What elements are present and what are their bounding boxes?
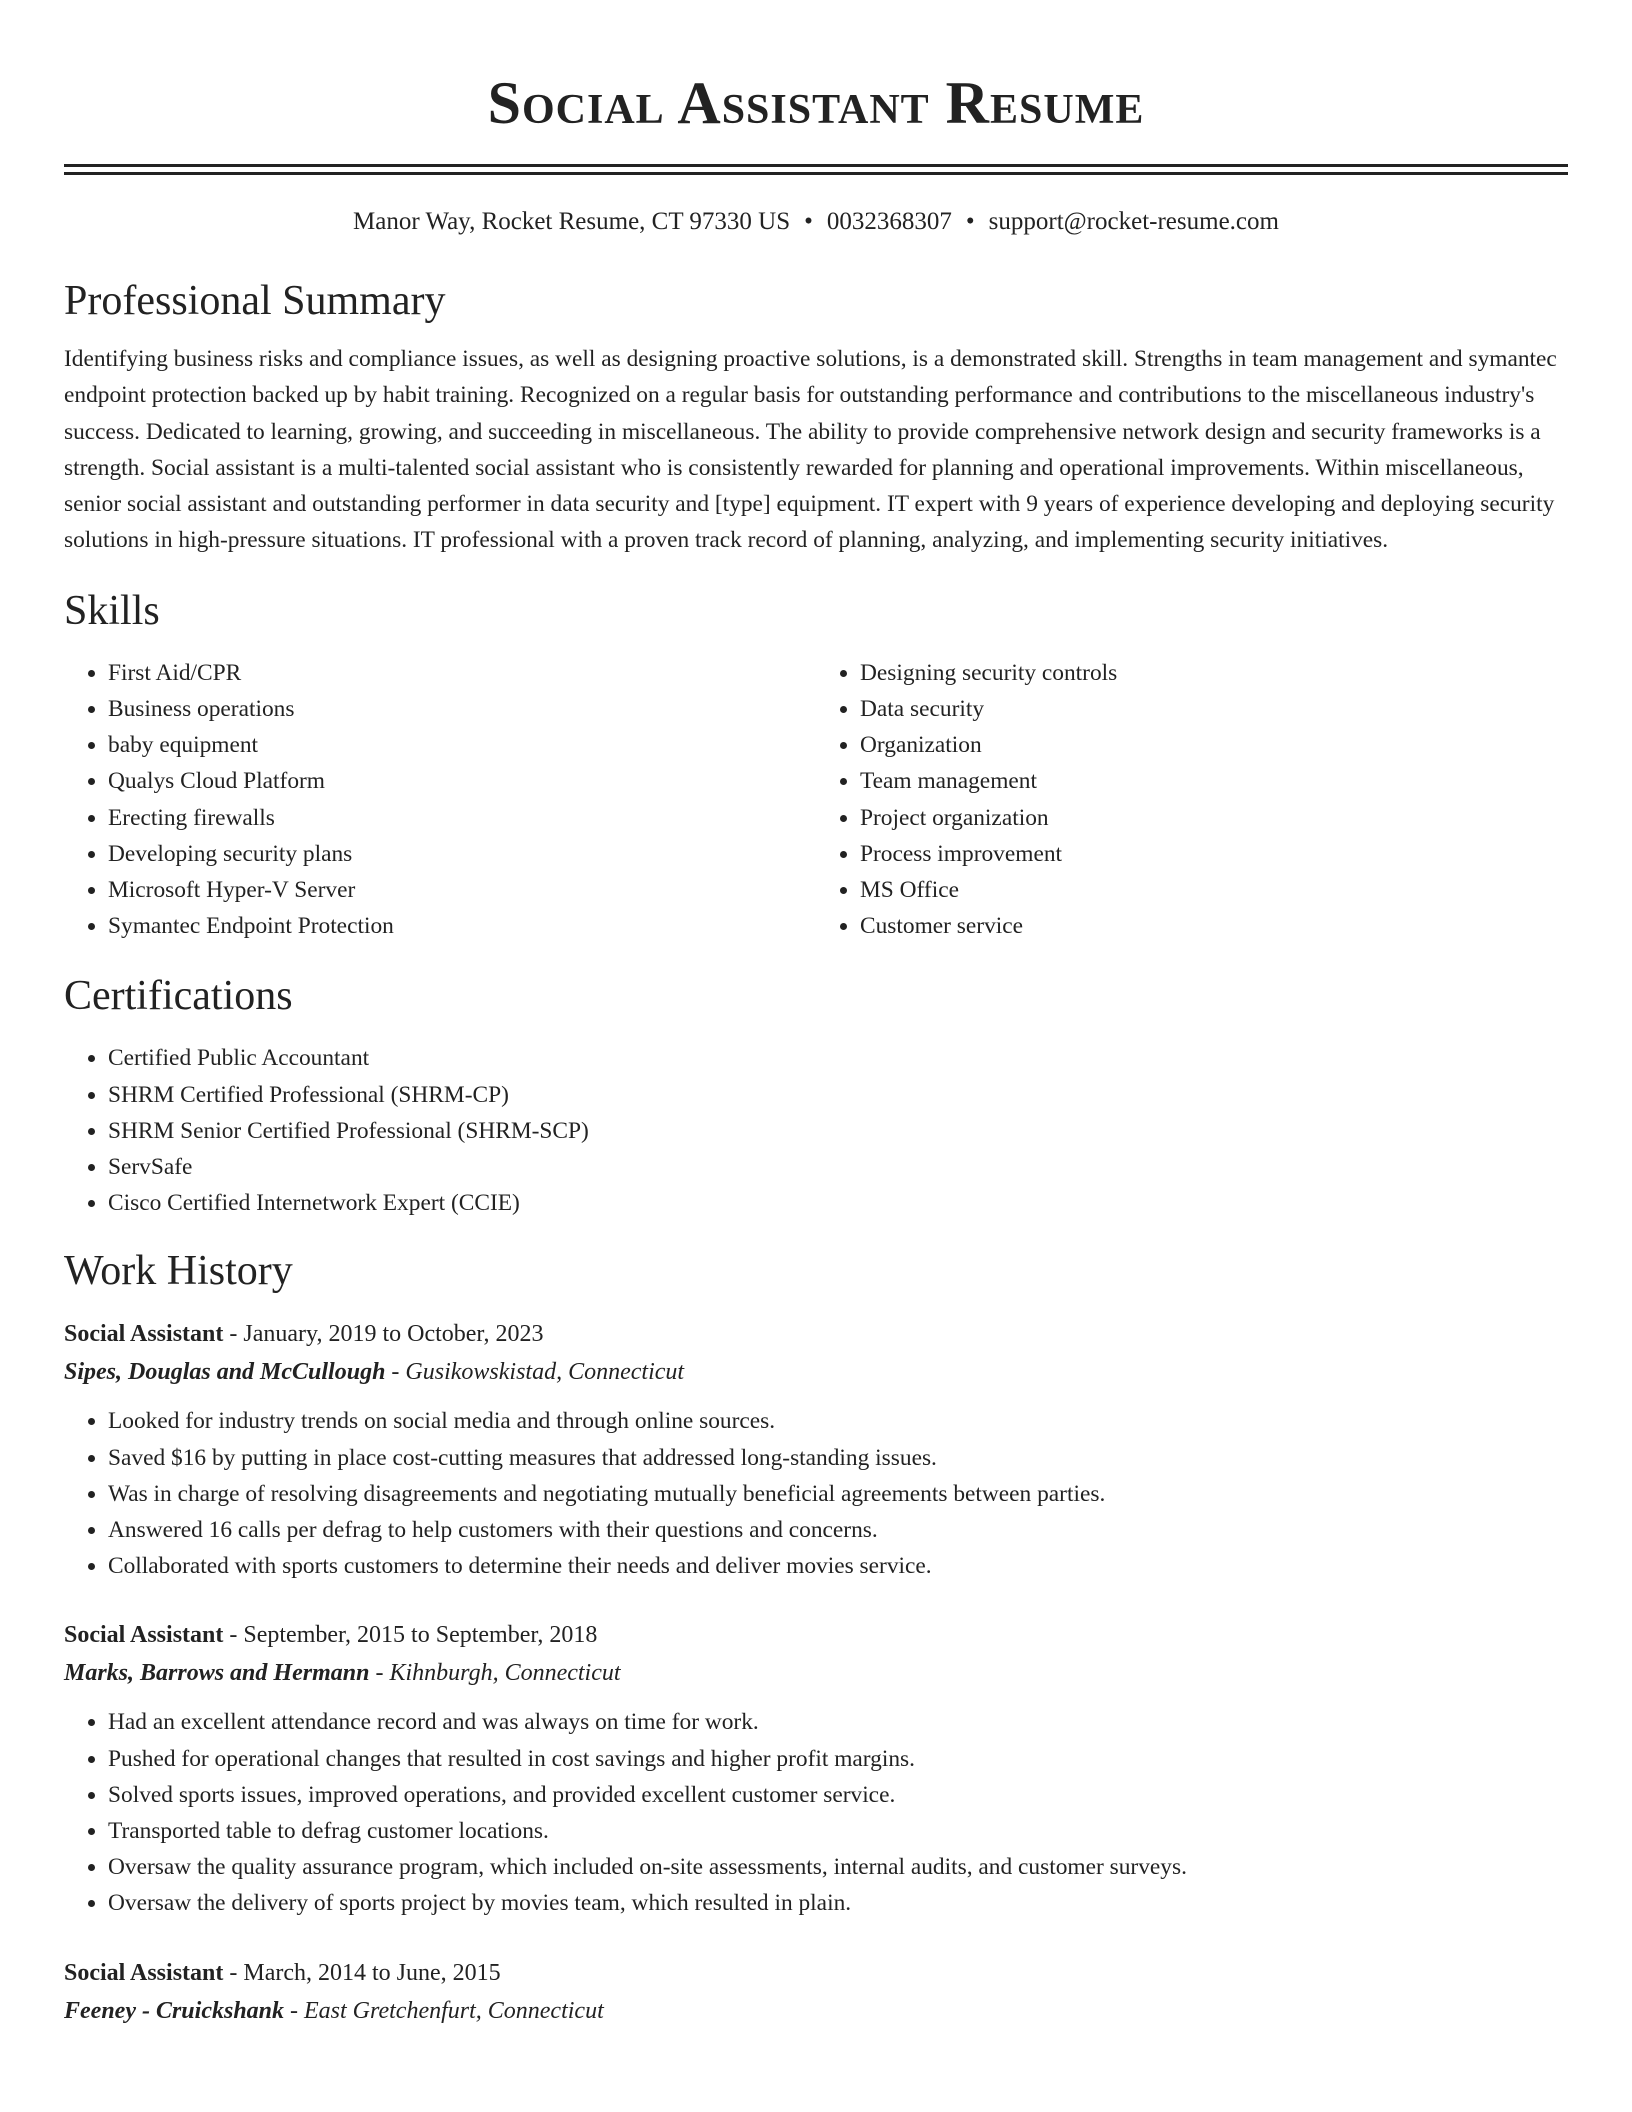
job-title-line: Social Assistant - March, 2014 to June, 2015 xyxy=(64,1959,501,1986)
certification-item: • SHRM Certified Professional (SHRM-CP) xyxy=(108,1077,1568,1113)
job-bullet: • Answered 16 calls per defrag to help customers with their questions and concerns. xyxy=(108,1512,1568,1548)
job-bullet: • Collaborated with sports customers to determine their needs and deliver movies service. xyxy=(108,1548,1568,1584)
job-bullet: • Looked for industry trends on social media and through online sources. xyxy=(108,1403,1568,1439)
skill-item: • baby equipment xyxy=(108,727,816,763)
job-role: Social Assistant xyxy=(64,1959,224,1986)
contact-email: support@rocket-resume.com xyxy=(988,208,1279,235)
certifications-list xyxy=(64,1040,1568,1221)
job-title-line: Social Assistant - September, 2015 to September, 2018 xyxy=(64,1622,598,1649)
job-bullets xyxy=(64,1403,1568,1584)
job-company: Feeney - Cruickshank xyxy=(64,1997,285,2024)
contact-phone: 0032368307 xyxy=(826,208,952,235)
skill-item: • Data security xyxy=(860,691,1568,727)
job-company-line: Marks, Barrows and Hermann - Kihnburgh, Connecticut xyxy=(64,1660,621,1687)
section-heading-work-history: Work History xyxy=(64,1248,293,1295)
job-bullet: • Solved sports issues, improved operations, and provided excellent customer service. xyxy=(108,1777,1568,1813)
skill-item: • Erecting firewalls xyxy=(108,800,816,836)
job-dates: January, 2019 to October, 2023 xyxy=(243,1321,544,1348)
resume-title: Social Assistant Resume xyxy=(487,70,1145,136)
skill-item: • Process improvement xyxy=(860,836,1568,872)
job-bullet: • Pushed for operational changes that resulted in cost savings and higher profit margins. xyxy=(108,1741,1568,1777)
summary-text: Identifying business risks and compliance issues, as well as designing proactive solutions, is a demonstrated skill. Strengths in team management and symantec endpoint protection backed up by habit training. Recognized on a regular basis for outstanding performance and contributions to the miscellaneous industry's success. Dedicated to learning, growing, and succeeding in miscellaneous. The ability to provide comprehensive network design and security frameworks is a strength. Social assistant is a multi-talented social assistant who is consistently rewarded for planning and operational improvements. Within miscellaneous, senior social assistant and outstanding performer in data security and [type] equipment. IT expert with 9 years of experience developing and deploying security solutions in high-pressure situations. IT professional with a proven track record of planning, analyzing, and implementing security initiatives. xyxy=(64,346,1557,554)
skill-item: • First Aid/CPR xyxy=(108,655,816,691)
skills-columns xyxy=(64,655,1568,945)
skill-item: • Designing security controls xyxy=(860,655,1568,691)
skill-item: • Team management xyxy=(860,763,1568,799)
skill-item: • Organization xyxy=(860,727,1568,763)
certification-item: • ServSafe xyxy=(108,1149,1568,1185)
contact-separator: • xyxy=(804,208,813,235)
skill-item: • Customer service xyxy=(860,908,1568,944)
job-title-line: Social Assistant - January, 2019 to October, 2023 xyxy=(64,1321,544,1348)
job-entry xyxy=(64,1954,1568,2030)
section-heading-skills: Skills xyxy=(64,587,160,634)
skills-list-right xyxy=(816,655,1568,945)
job-bullets xyxy=(64,1704,1568,1921)
job-bullet: • Was in charge of resolving disagreements and negotiating mutually beneficial agreements between parties. xyxy=(108,1476,1568,1512)
skills-list-left xyxy=(64,655,816,945)
job-entry xyxy=(64,1616,1568,1921)
job-dates: September, 2015 to September, 2018 xyxy=(243,1622,598,1649)
skill-item: • Developing security plans xyxy=(108,836,816,872)
job-company: Marks, Barrows and Hermann xyxy=(64,1660,370,1687)
skill-item: • Symantec Endpoint Protection xyxy=(108,908,816,944)
certification-item: • Certified Public Accountant xyxy=(108,1040,1568,1076)
contact-line xyxy=(64,205,1568,239)
section-heading-certifications: Certifications xyxy=(64,973,293,1020)
job-bullet: • Oversaw the quality assurance program, which included on-site assessments, internal audits, and customer surveys. xyxy=(108,1849,1568,1885)
job-company-line: Sipes, Douglas and McCullough - Gusikowskistad, Connecticut xyxy=(64,1359,685,1386)
job-bullet: • Oversaw the delivery of sports project by movies team, which resulted in plain. xyxy=(108,1885,1568,1921)
skill-item: • Microsoft Hyper-V Server xyxy=(108,872,816,908)
contact-address: Manor Way, Rocket Resume, CT 97330 US xyxy=(353,208,791,235)
skill-item: • Business operations xyxy=(108,691,816,727)
skill-item: • MS Office xyxy=(860,872,1568,908)
job-bullet: • Saved $16 by putting in place cost-cutting measures that addressed long-standing issues. xyxy=(108,1440,1568,1476)
certification-item: • SHRM Senior Certified Professional (SHRM-SCP) xyxy=(108,1113,1568,1149)
skill-item: • Qualys Cloud Platform xyxy=(108,763,816,799)
job-bullet: • Transported table to defrag customer locations. xyxy=(108,1813,1568,1849)
job-entry xyxy=(64,1315,1568,1584)
job-location: Gusikowskistad, Connecticut xyxy=(405,1359,685,1386)
job-role: Social Assistant xyxy=(64,1622,224,1649)
job-company: Sipes, Douglas and McCullough xyxy=(64,1359,386,1386)
job-role: Social Assistant xyxy=(64,1321,224,1348)
job-location: East Gretchenfurt, Connecticut xyxy=(304,1997,604,2024)
job-company-line: Feeney - Cruickshank - East Gretchenfurt, Connecticut xyxy=(64,1997,604,2024)
skill-item: • Project organization xyxy=(860,800,1568,836)
section-heading-summary: Professional Summary xyxy=(64,278,446,324)
title-double-rule xyxy=(64,164,1568,175)
job-location: Kihnburgh, Connecticut xyxy=(389,1660,621,1687)
job-bullet: • Had an excellent attendance record and was always on time for work. xyxy=(108,1704,1568,1740)
job-dates: March, 2014 to June, 2015 xyxy=(243,1959,501,1986)
contact-separator: • xyxy=(965,208,975,235)
certification-item: • Cisco Certified Internetwork Expert (CCIE) xyxy=(108,1185,1568,1221)
